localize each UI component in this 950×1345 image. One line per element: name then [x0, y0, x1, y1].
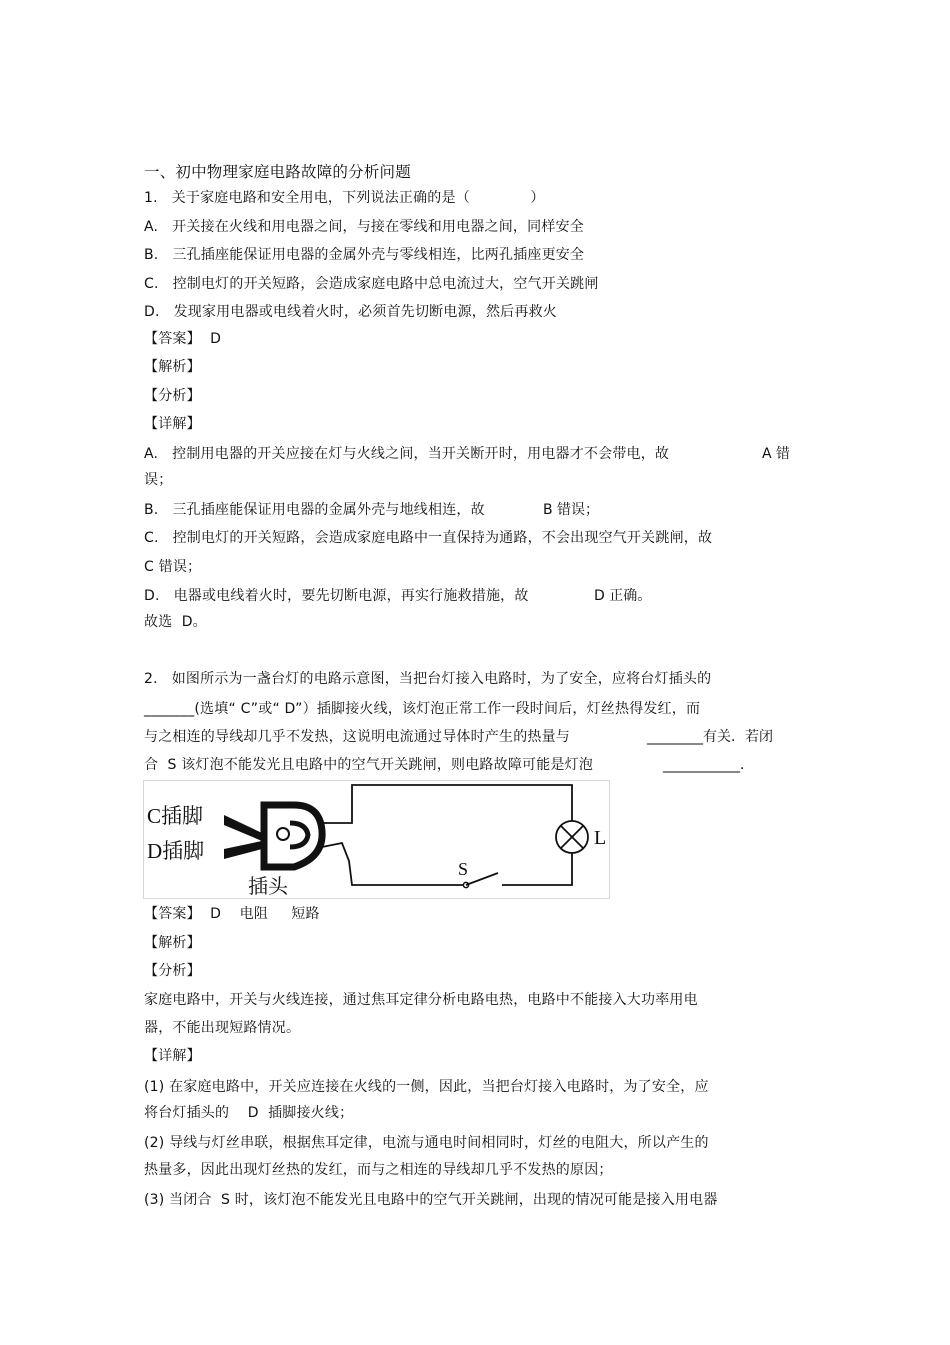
q1-detail-b-verdict: B 错误； [543, 502, 600, 518]
q2-analysis-line1: 家庭电路中，开关与火线连接，通过焦耳定律分析电路电热，电路中不能接入大功率用电 [144, 992, 698, 1008]
q1-jiexi-heading: 【解析】 [144, 359, 201, 375]
q2-blank-2: ________有关．若闭 [647, 729, 773, 745]
q2-analysis-line2: 器，不能出现短路情况。 [144, 1020, 301, 1036]
q2-detail-3a: (3) 当闭合 S 时，该灯泡不能发光且电路中的空气开关跳闸，出现的情况可能是接入用电器 [144, 1192, 718, 1208]
q1-option-c: C. 控制电灯的开关短路，会造成家庭电路中总电流过大，空气开关跳闸 [144, 276, 599, 292]
plug-body [264, 805, 322, 867]
label-switch: S [458, 859, 469, 879]
q2-xiangjie-heading: 【详解】 [144, 1048, 201, 1064]
bottom-wire [322, 843, 469, 885]
q2-stem-line1: 2. 如图所示为一盏台灯的电路示意图，当把台灯接入电路时，为了安全，应将台灯插头的 [144, 671, 712, 687]
q1-fenxi-heading: 【分析】 [144, 388, 201, 404]
q2-stem-line2: _______(选填“ C”或“ D”）插脚接火线，该灯泡正常工作一段时间后，灯丝热得发红，而 [144, 701, 701, 717]
q2-detail-2b: 热量多，因此出现灯丝热的发红，而与之相连的导线却几乎不发热的原因； [144, 1162, 613, 1178]
d-prong [224, 841, 262, 859]
q1-option-a: A. 开关接在火线和用电器之间，与接在零线和用电器之间，同样安全 [144, 219, 584, 235]
top-wire [322, 785, 572, 823]
plug-pin-hole [277, 828, 289, 840]
q2-stem-line4: 合 S 该灯泡不能发光且电路中的空气开关跳闸，则电路故障可能是灯泡 [144, 757, 594, 773]
q1-detail-a-verdict: A 错 [762, 446, 791, 462]
c-prong [224, 815, 262, 841]
q1-stem: 1. 关于家庭电路和安全用电，下列说法正确的是（ ） [144, 190, 545, 206]
q1-xiangjie-heading: 【详解】 [144, 416, 201, 432]
q2-detail-2a: (2) 导线与灯丝串联，根据焦耳定律，电流与通电时间相同时，灯丝的电阻大，所以产生的 [144, 1135, 709, 1151]
q1-detail-c-cont: C 错误； [144, 559, 202, 575]
q2-stem-line3: 与之相连的导线却几乎不发热，这说明电流通过导体时产生的热量与 [144, 729, 570, 745]
q2-detail-1b: 将台灯插头的 D 插脚接火线； [144, 1105, 354, 1121]
q2-blank-3: ___________． [663, 757, 754, 773]
circuit-diagram [143, 780, 610, 899]
q1-detail-c: C. 控制电灯的开关短路，会造成家庭电路中一直保持为通路，不会出现空气开关跳闸，故 [144, 530, 713, 546]
label-lamp: L [594, 827, 607, 849]
q2-fenxi-heading: 【分析】 [144, 963, 201, 979]
label-plug: 插头 [248, 876, 288, 898]
switch-lever [466, 873, 498, 885]
q2-detail-1a: (1) 在家庭电路中，开关应连接在火线的一侧，因此，当把台灯接入电路时，为了安全，应 [144, 1079, 709, 1095]
q1-detail-d-verdict: D 正确。 [594, 588, 652, 604]
section-title: 一、初中物理家庭电路故障的分析问题 [144, 163, 411, 181]
q1-option-b: B. 三孔插座能保证用电器的金属外壳与零线相连，比两孔插座更安全 [144, 247, 585, 263]
q1-answer: 【答案】 D [144, 331, 222, 347]
q2-answer: 【答案】 D 电阻 短路 [144, 906, 320, 922]
circuit-svg [144, 781, 609, 898]
q1-detail-d: D. 电器或电线着火时，要先切断电源，再实行施救措施，故 [144, 588, 529, 604]
q1-detail-a-cont: 误； [144, 472, 173, 488]
q2-jiexi-heading: 【解析】 [144, 935, 201, 951]
label-d-prong: D插脚 [147, 839, 205, 863]
right-wire [502, 853, 572, 885]
q1-detail-a: A. 控制用电器的开关应接在灯与火线之间，当开关断开时，用电器才不会带电，故 [144, 446, 670, 462]
q1-option-d: D. 发现家用电器或电线着火时，必须首先切断电源，然后再救火 [144, 304, 557, 320]
label-c-prong: C插脚 [147, 804, 204, 828]
q1-choice: 故选 D。 [144, 614, 207, 630]
q1-detail-b: B. 三孔插座能保证用电器的金属外壳与地线相连，故 [144, 502, 485, 518]
